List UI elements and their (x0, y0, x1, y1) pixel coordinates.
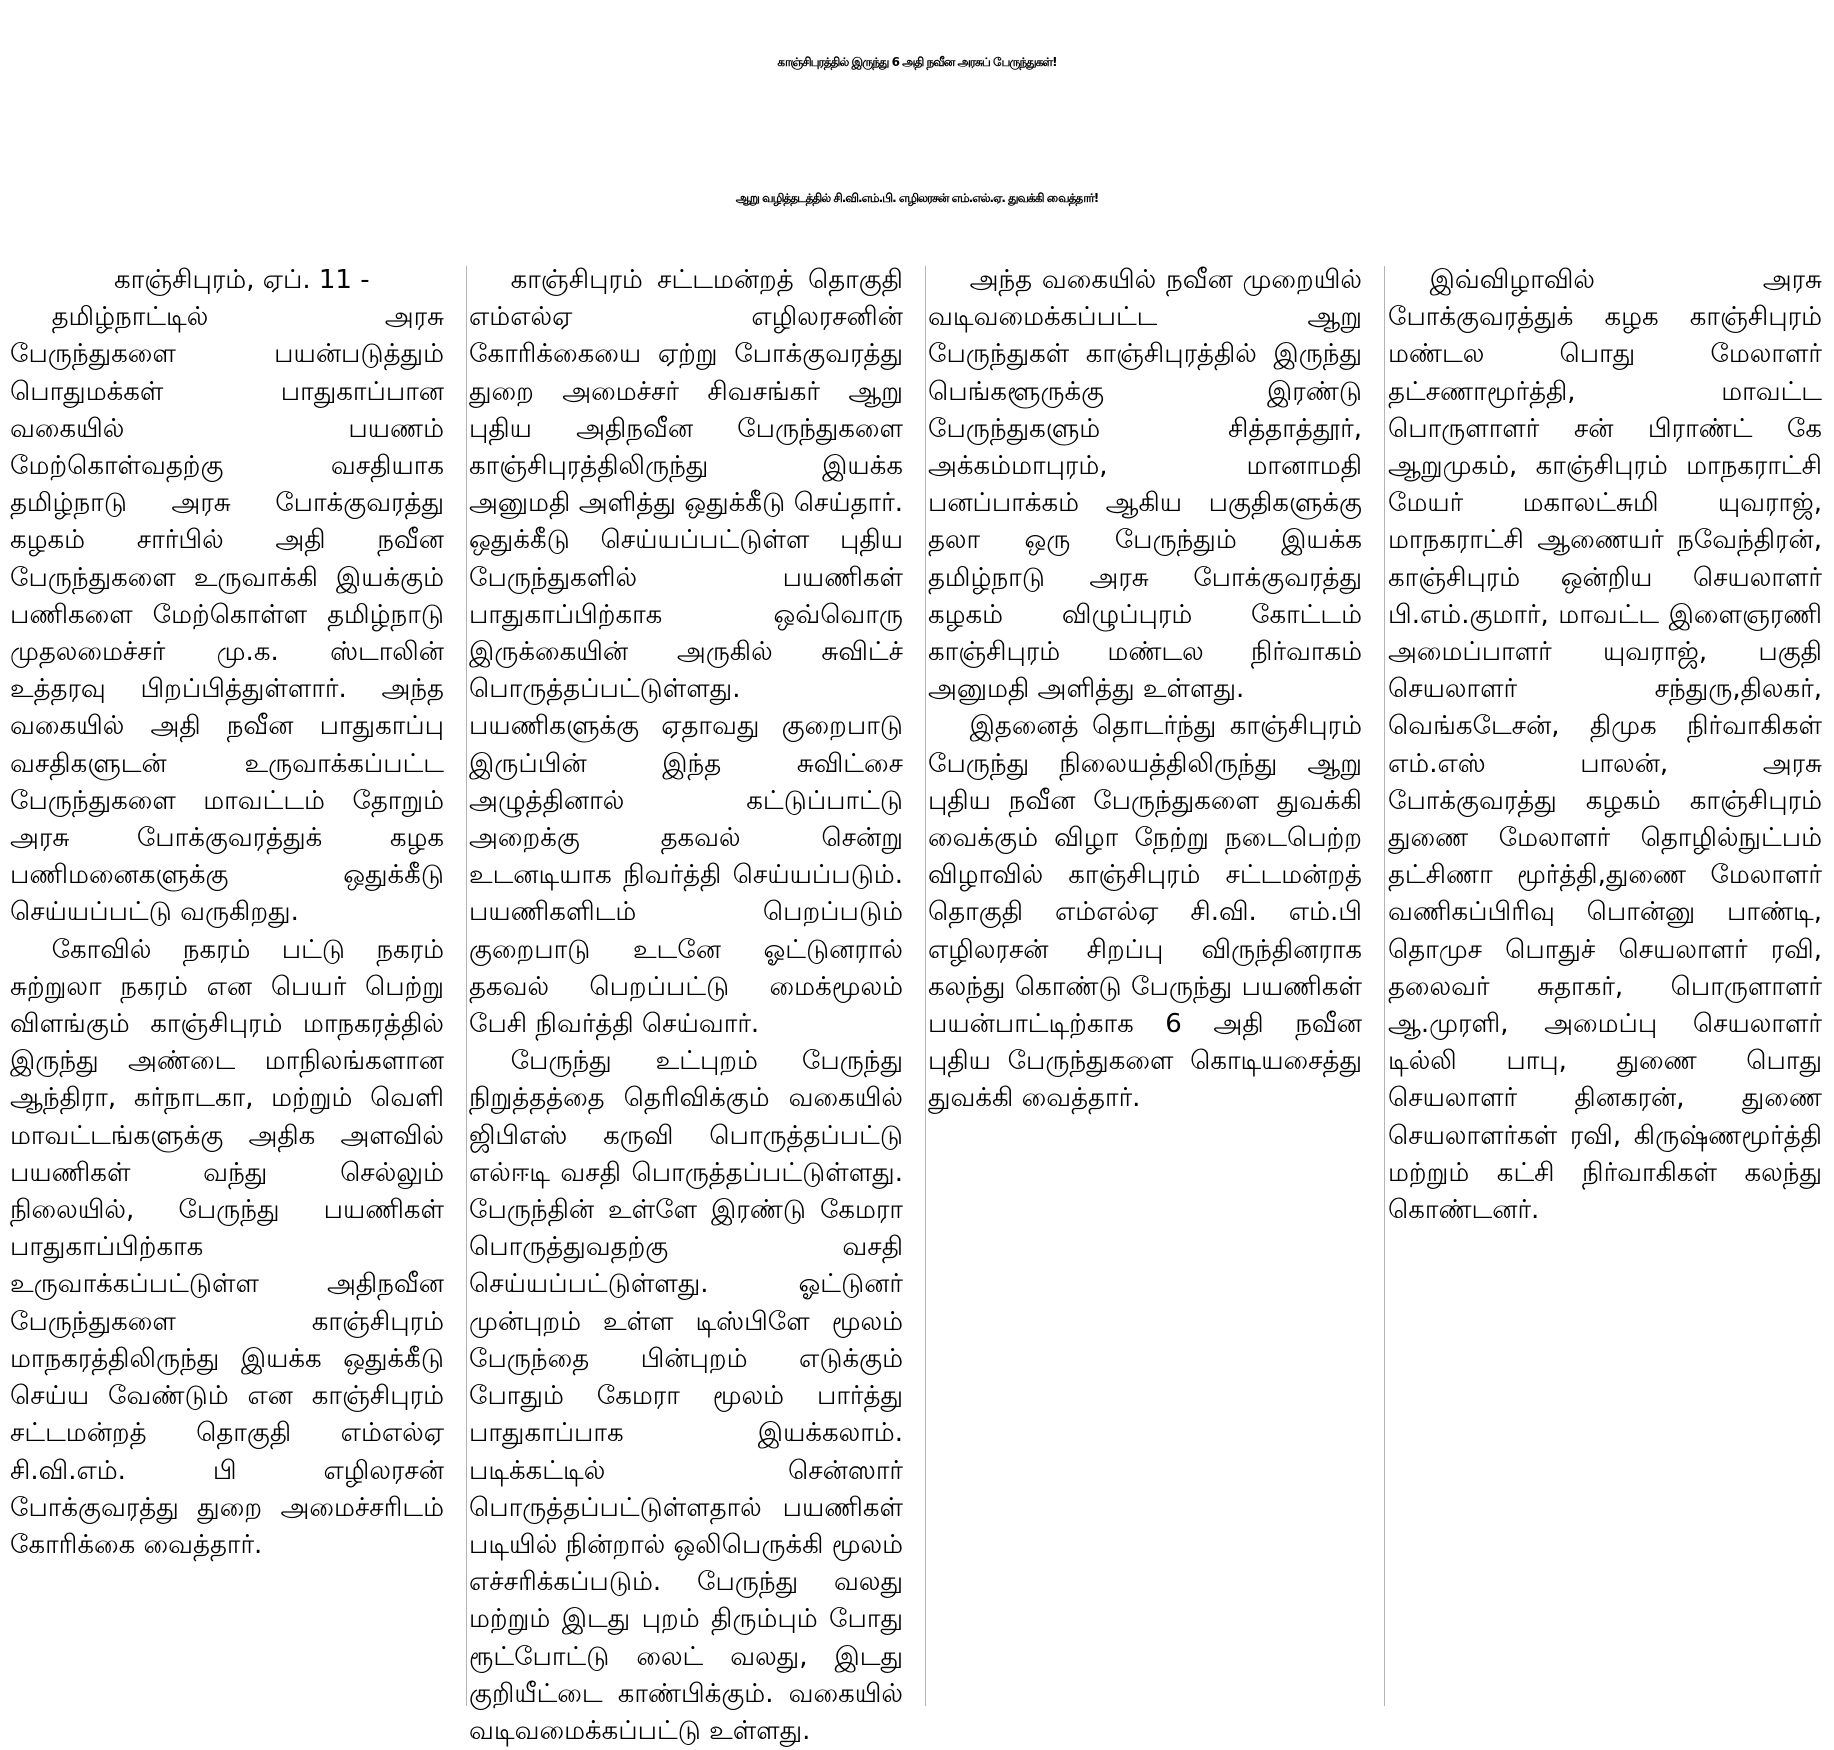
article-paragraph-2: கோவில் நகரம் பட்டு நகரம் சுற்றுலா நகரம் என பெயர் பெற்று விளங்கும் காஞ்சிபுரம் மாநகரத்தில் இருந்து அண்டை மாநிலங்களான ஆந்திரா, கர்நாடகா, மற்றும் வெளி மாவட்டங்களுக்கு அதிக அளவில் பயணிகள் வந்து செல்லும் நிலையில், பேருந்து பயணிகள் பாதுகாப்பிற்காக உருவாக்கப்பட்டுள்ள அதிநவீன பேருந்துகளை காஞ்சிபுரம் மாநகரத்திலிருந்து இயக்க ஒதுக்கீடு செய்ய வேண்டும் என காஞ்சிபுரம் சட்டமன்றத் தொகுதி எம்எல்ஏ சி.வி.எம். பி எழிலரசன் போக்குவரத்து துறை அமைச்சரிடம் கோரிக்கை வைத்தார். (10, 934, 444, 1560)
article-column-3 (928, 262, 1362, 1712)
article-column-1 (10, 262, 444, 1712)
article-paragraph-5: அந்த வகையில் நவீன முறையில் வடிவமைக்கப்பட்ட ஆறு பேருந்துகள் காஞ்சிபுரத்தில் இருந்து பெங்களூருக்கு இரண்டு பேருந்துகளும் சித்தாத்தூர், அக்கம்மாபுரம், மானாமதி பனப்பாக்கம் ஆகிய பகுதிகளுக்கு தலா ஒரு பேருந்தும் இயக்க தமிழ்நாடு அரசு போக்குவரத்து கழகம் விழுப்புரம் கோட்டம் காஞ்சிபுரம் மண்டல நிர்வாகம் அனுமதி அளித்து உள்ளது. (928, 265, 1362, 705)
dateline: காஞ்சிபுரம், ஏப். 11 - (114, 265, 370, 295)
article-paragraph-4: பேருந்து உட்புறம் பேருந்து நிறுத்தத்தை தெரிவிக்கும் வகையில் ஜிபிஎஸ் கருவி பொருத்தப்பட்டு எல்ஈடி வசதி பொருத்தப்பட்டுள்ளது. பேருந்தின் உள்ளே இரண்டு கேமரா பொருத்துவதற்கு வசதி செய்யப்பட்டுள்ளது. ஓட்டுனர் முன்புறம் உள்ள டிஸ்பிளே மூலம் பேருந்தை பின்புறம் எடுக்கும் போதும் கேமரா மூலம் பார்த்து பாதுகாப்பாக இயக்கலாம். படிக்கட்டில் சென்ஸார் பொருத்தப்பட்டுள்ளதால் பயணிகள் படியில் நின்றால் ஒலிபெருக்கி மூலம் எச்சரிக்கப்படும். பேருந்து வலது மற்றும் இடது புறம் திரும்பும் போது ரூட்போட்டு லைட் வலது, இடது குறியீட்டை காண்பிக்கும். வகையில் வடிவமைக்கப்பட்டு உள்ளது. (469, 1046, 903, 1746)
article-columns (10, 262, 1824, 1746)
article-paragraph-1: தமிழ்நாட்டில் அரசு பேருந்துகளை பயன்படுத்தும் பொதுமக்கள் பாதுகாப்பான வகையில் பயணம் மேற்கொள்வதற்கு வசதியாக தமிழ்நாடு அரசு போக்குவரத்து கழகம் சார்பில் அதி நவீன பேருந்துகளை உருவாக்கி இயக்கும் பணிகளை மேற்கொள்ள தமிழ்நாடு முதலமைச்சர் மு.க. ஸ்டாலின் உத்தரவு பிறப்பித்துள்ளார். அந்த வகையில் அதி நவீன பாதுகாப்பு வசதிகளுடன் உருவாக்கப்பட்ட பேருந்துகளை மாவட்டம் தோறும் அரசு போக்குவரத்துக் கழக பணிமனைகளுக்கு ஒதுக்கீடு செய்யப்பட்டு வருகிறது. (10, 302, 444, 928)
article-paragraph-7: இவ்விழாவில் அரசு போக்குவரத்துக் கழக காஞ்சிபுரம் மண்டல பொது மேலாளர் தட்சணாமூர்த்தி, மாவட்ட பொருளாளர் சன் பிராண்ட் கே ஆறுமுகம், காஞ்சிபுரம் மாநகராட்சி மேயர் மகாலட்சுமி யுவராஜ், மாநகராட்சி ஆணையர் நவேந்திரன், காஞ்சிபுரம் ஒன்றிய செயலாளர் பி.எம்.குமார், மாவட்ட இளைஞரணி அமைப்பாளர் யுவராஜ், பகுதி செயலாளர் சந்துரு,திலகர், வெங்கடேசன், திமுக நிர்வாகிகள் எம்.எஸ் பாலன், அரசு போக்குவரத்து கழகம் காஞ்சிபுரம் துணை மேலாளர் தொழில்நுட்பம் தட்சிணா மூர்த்தி,துணை மேலாளர் வணிகப்பிரிவு பொன்னு பாண்டி, தொமுச பொதுச் செயலாளர் ரவி, தலைவர் சுதாகர், பொருளாளர் ஆ.முரளி, அமைப்பு செயலாளர் டில்லி பாபு, துணை பொது செயலாளர் தினகரன், துணை செயலாளர்கள் ரவி, கிருஷ்ணமூர்த்தி மற்றும் கட்சி நிர்வாகிகள் கலந்து கொண்டனர். (1388, 265, 1822, 1226)
headline: காஞ்சிபுரத்தில் இருந்து 6 அதி நவீன அரசுப் பேருந்துகள்! (777, 55, 1057, 69)
article-column-4 (1388, 262, 1822, 1712)
article-paragraph-6: இதனைத் தொடர்ந்து காஞ்சிபுரம் பேருந்து நிலையத்திலிருந்து ஆறு புதிய நவீன பேருந்துகளை துவக்கி வைக்கும் விழா நேற்று நடைபெற்ற விழாவில் காஞ்சிபுரம் சட்டமன்றத் தொகுதி எம்எல்ஏ சி.வி. எம்.பி எழிலரசன் சிறப்பு விருந்தினராக கலந்து கொண்டு பேருந்து பயணிகள் பயன்பாட்டிற்காக 6 அதி நவீன புதிய பேருந்துகளை கொடியசைத்து துவக்கி வைத்தார். (928, 711, 1362, 1114)
subheadline: ஆறு வழித்தடத்தில் சி.வி.எம்.பி. எழிலரசன் எம்.எல்.ஏ. துவக்கி வைத்தார்! (735, 191, 1099, 205)
article-column-2 (469, 262, 903, 1746)
article-paragraph-3: காஞ்சிபுரம் சட்டமன்றத் தொகுதி எம்எல்ஏ எழிலரசனின் கோரிக்கையை ஏற்று போக்குவரத்து துறை அமைச்சர் சிவசங்கர் ஆறு புதிய அதிநவீன பேருந்துகளை காஞ்சிபுரத்திலிருந்து இயக்க அனுமதி அளித்து ஒதுக்கீடு செய்தார். ஒதுக்கீடு செய்யப்பட்டுள்ள புதிய பேருந்துகளில் பயணிகள் பாதுகாப்பிற்காக ஒவ்வொரு இருக்கையின் அருகில் சுவிட்ச் பொருத்தப்பட்டுள்ளது. பயணிகளுக்கு ஏதாவது குறைபாடு இருப்பின் இந்த சுவிட்சை அழுத்தினால் கட்டுப்பாட்டு அறைக்கு தகவல் சென்று உடனடியாக நிவர்த்தி செய்யப்படும். பயணிகளிடம் பெறப்படும் குறைபாடு உடனே ஓட்டுனரால் தகவல் பெறப்பட்டு மைக்மூலம் பேசி நிவர்த்தி செய்வார். (469, 265, 903, 1040)
